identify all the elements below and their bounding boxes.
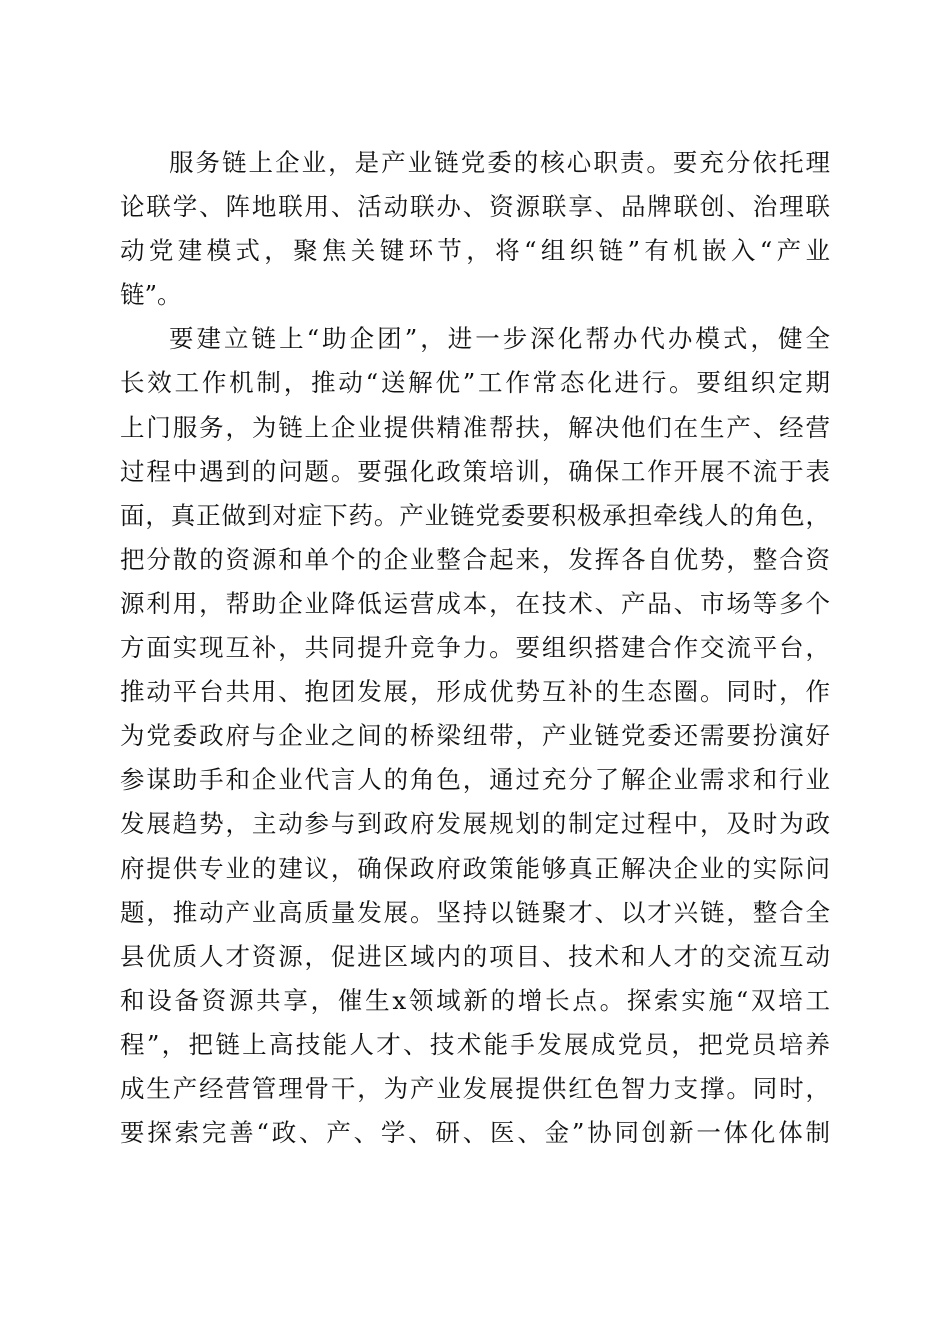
text-line: 成生产经营管理骨干，为产业发展提供红色智力支撑。同时， <box>120 1073 830 1103</box>
text-line: 府提供专业的建议，确保政府政策能够真正解决企业的实际问 <box>120 853 830 883</box>
text-line: 方面实现互补，共同提升竞争力。要组织搭建合作交流平台， <box>120 633 830 663</box>
text-line: 动党建模式，聚焦关键环节，将“组织链”有机嵌入“产业 <box>120 236 830 266</box>
text-line: 长效工作机制，推动“送解优”工作常态化进行。要组织定期 <box>120 368 830 398</box>
text-line: 面，真正做到对症下药。产业链党委要积极承担牵线人的角色， <box>120 500 830 530</box>
text-line: 和设备资源共享，催生x领域新的增长点。探索实施“双培工 <box>120 985 830 1015</box>
paragraph-1 <box>120 141 830 317</box>
text-line: 推动平台共用、抱团发展，形成优势互补的生态圈。同时，作 <box>120 677 830 707</box>
text-line: 程”，把链上高技能人才、技术能手发展成党员，把党员培养 <box>120 1029 830 1059</box>
text-line: 县优质人才资源，促进区域内的项目、技术和人才的交流互动 <box>120 941 830 971</box>
text-line: 为党委政府与企业之间的桥梁纽带，产业链党委还需要扮演好 <box>120 721 830 751</box>
paragraph-2 <box>120 317 830 1243</box>
text-line: 源利用，帮助企业降低运营成本，在技术、产品、市场等多个 <box>120 588 830 618</box>
text-line: 上门服务，为链上企业提供精准帮扶，解决他们在生产、经营 <box>120 412 830 442</box>
text-line: 参谋助手和企业代言人的角色，通过充分了解企业需求和行业 <box>120 765 830 795</box>
text-line: 发展趋势，主动参与到政府发展规划的制定过程中，及时为政 <box>120 809 830 839</box>
text-line <box>120 1155 830 1199</box>
text-line: 要探索完善“政、产、学、研、医、金”协同创新一体化体制 <box>120 1118 830 1148</box>
text-line: 题，推动产业高质量发展。坚持以链聚才、以才兴链，整合全 <box>120 897 830 927</box>
text-line: 论联学、阵地联用、活动联办、资源联享、品牌联创、治理联 <box>120 192 830 222</box>
text-line: 服务链上企业，是产业链党委的核心职责。要充分依托理 <box>169 148 830 177</box>
text-line: 把分散的资源和单个的企业整合起来，发挥各自优势，整合资 <box>120 544 830 574</box>
text-line <box>120 1199 830 1243</box>
text-line: 要建立链上“助企团”，进一步深化帮办代办模式，健全 <box>169 324 830 354</box>
text-line: 链”。 <box>120 280 182 310</box>
text-line: 过程中遇到的问题。要强化政策培训，确保工作开展不流于表 <box>120 456 830 486</box>
document-body <box>120 141 830 1243</box>
